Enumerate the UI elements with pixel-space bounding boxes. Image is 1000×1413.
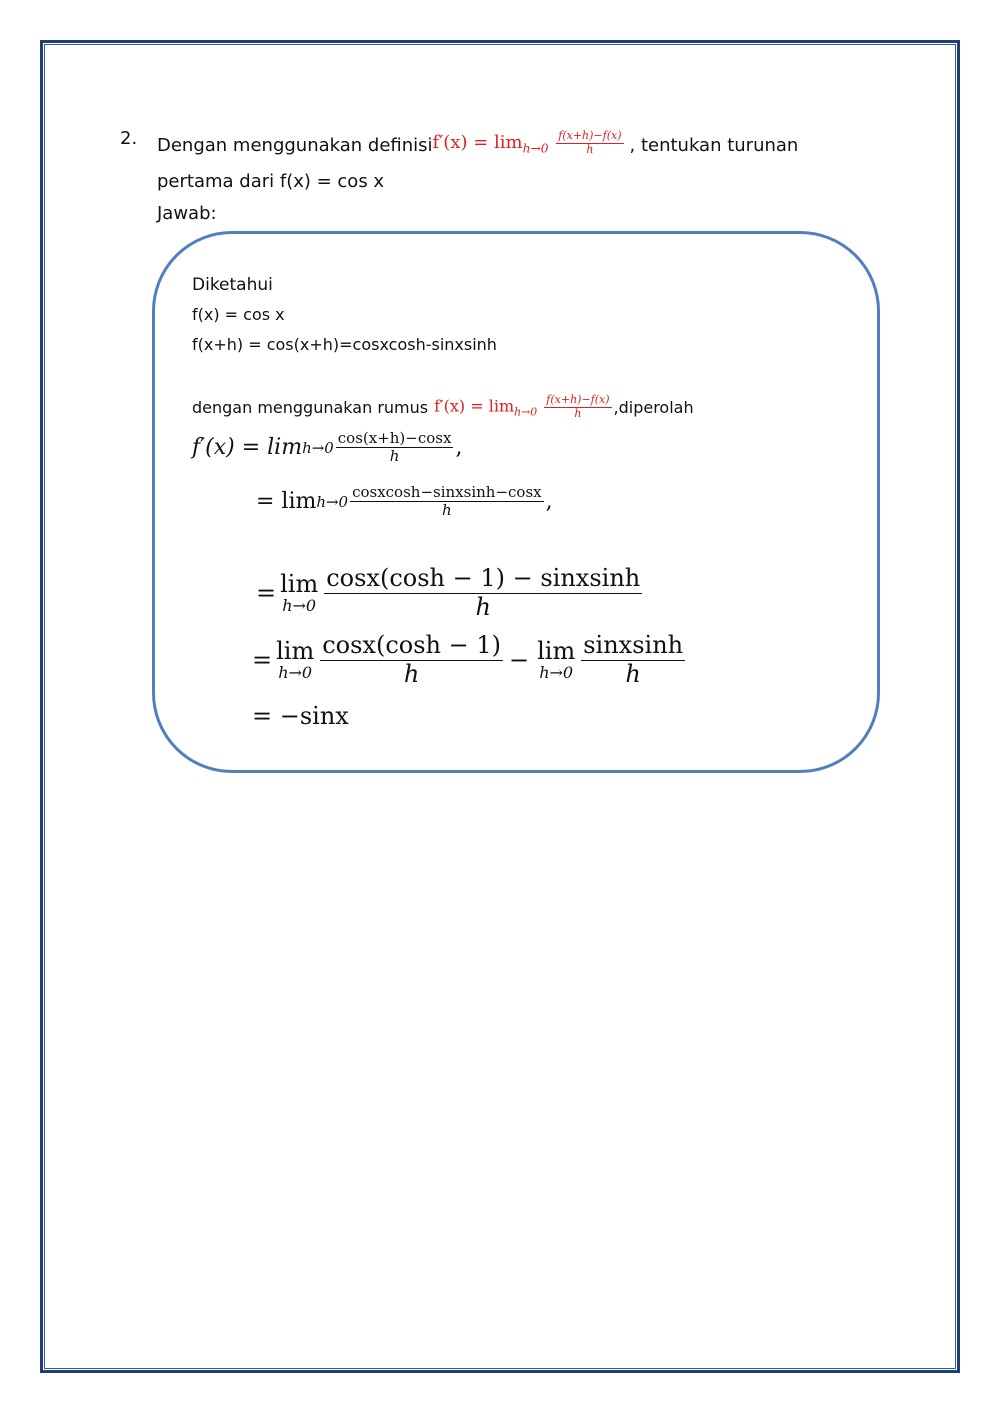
step-1-fraction: $\frac{\cos(x+h)-\cos x}{h}$ [337, 429, 452, 466]
step-4-fraction-a: $\frac{\cos x(\cosh - 1)}{h}$ [322, 631, 501, 688]
step-3: = lim h→0 $\frac{\text{cosx(cosh − 1) − sinxsinh}}{h}$ [256, 564, 641, 621]
step-4-fraction-b: $\frac{\text{sinxsinh}}{h}$ [583, 631, 684, 688]
definition-formula: $f'(x) = \lim_{h\to 0}$ $\frac{f(x+h)-f(x)}{h}$ [432, 129, 622, 156]
answer-label: Jawab: [157, 203, 217, 224]
rule-suffix: ,diperolah [613, 397, 694, 417]
question-after-formula: , tentukan turunan [629, 135, 799, 156]
given-section [192, 270, 497, 360]
rule-prefix: dengan menggunakan rumus [192, 397, 429, 417]
given-line-2: f(x+h) = cos(x+h)=cosxcosh-sinxsinh [192, 335, 497, 354]
rule-line [192, 394, 694, 420]
step-2-fraction: $\frac{\text{cosxcosh−sinxsinh−cosx}}{h}$ [352, 483, 542, 520]
given-title: Diketahui [192, 275, 273, 295]
question-number: 2. [120, 128, 138, 149]
step-2: = lim h→0 $\frac{\text{cosxcosh−sinxsinh−cosx}}{h}$ , [256, 483, 553, 520]
step-4: = lim h→0 $\frac{\cos x(\cosh - 1)}{h}$ − lim h→0 $\frac{\text{sinxsinh}}{h}$ [252, 631, 684, 688]
step-5-result: = −sinx [252, 702, 349, 730]
question-intro: Dengan menggunakan definisi [157, 135, 433, 156]
question-text [157, 128, 879, 232]
rule-formula: $f'(x) = \lim_{h\to 0}$ $\frac{f(x+h)-f(x)}{h}$ [434, 393, 610, 420]
given-line-1: f(x) = cos x [192, 305, 285, 324]
step-3-fraction: $\frac{\text{cosx(cosh − 1) − sinxsinh}}{h}$ [326, 564, 641, 621]
question-line2: pertama dari f(x) = cos x [157, 171, 385, 192]
step-1: f′(x) = lim h→0 $\frac{\cos(x+h)-\cos x}{h}$ , [192, 429, 463, 466]
definition-fraction: $\frac{f(x+h)-f(x)}{h}$ [558, 129, 622, 156]
